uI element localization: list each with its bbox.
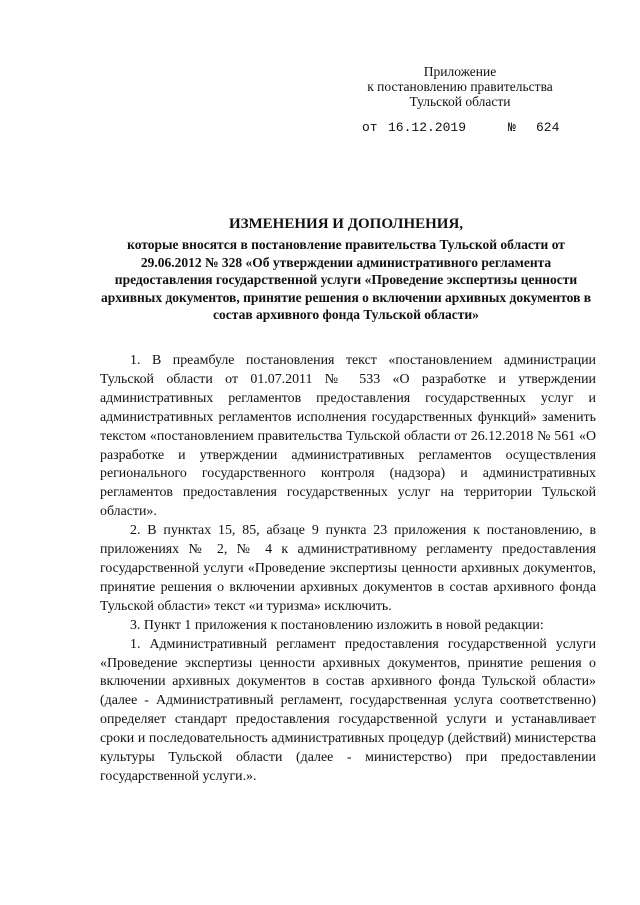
appendix-header xyxy=(350,64,570,109)
document-title xyxy=(96,214,596,324)
title-main: ИЗМЕНЕНИЯ И ДОПОЛНЕНИЯ, xyxy=(228,216,464,232)
appendix-line-2: к постановлению правительства xyxy=(367,79,553,94)
document-body xyxy=(100,352,596,787)
appendix-title: Приложение xyxy=(423,64,497,79)
decree-number: 624 xyxy=(536,120,560,135)
paragraph-2: 2. В пунктах 15, 85, абзаце 9 пункта 23 приложения к постановлению, в приложениях № 2, № 4 к административному регламенту предоставления государственной услуги «Проведение экспертизы ценности архивных документов, принятие решения о включении архивных документов в состав архивного фонда Тульской области» текст «и туризма» исключить. xyxy=(100,523,596,614)
paragraph-4: 1. Административный регламент предоставления государственной услуги «Проведение экспертизы ценности архивных документов, принятие решения о включении архивных документов в состав архивного фонда Тульской области» (далее - Административный регламент, государственная услуга соответственно) определяет стандарт предоставления государственной услуги и устанавливает сроки и последовательность административных процедур (действий) министерства культуры Тульской области (далее - министерство) при предоставлении государственной услуги.». xyxy=(100,636,596,784)
decree-date: 16.12.2019 xyxy=(388,120,467,135)
paragraph-3: 3. Пункт 1 приложения к постановлению изложить в новой редакции: xyxy=(130,617,544,633)
paragraph-1: 1. В преамбуле постановления текст «постановлением администрации Тульской области от 01.07.2011 № 533 «О разработке и утверждении административных регламентов предоставления государственных услуг и административных регламентов исполнения государственных функций» заменить текстом «постановлением правительства Тульской области от 26.12.2018 № 561 «О разработке и утверждении административных регламентов осуществления регионального государственного контроля (надзора) и административных регламентов предоставления государственных услуг на территории Тульской области». xyxy=(100,353,596,520)
decree-reference xyxy=(362,120,592,138)
appendix-line-3: Тульской области xyxy=(409,94,511,109)
title-subtitle: которые вносятся в постановление правительства Тульской области от 29.06.2012 № 328 «Об утверждении административного регламента предоставления государственной услуги «Проведение экспертизы ценности архивных документов, принятие решения о включении архивных документов в состав архивного фонда Тульской области» xyxy=(100,237,592,322)
decree-from-label: от xyxy=(362,120,378,135)
decree-number-label: № xyxy=(508,120,516,135)
